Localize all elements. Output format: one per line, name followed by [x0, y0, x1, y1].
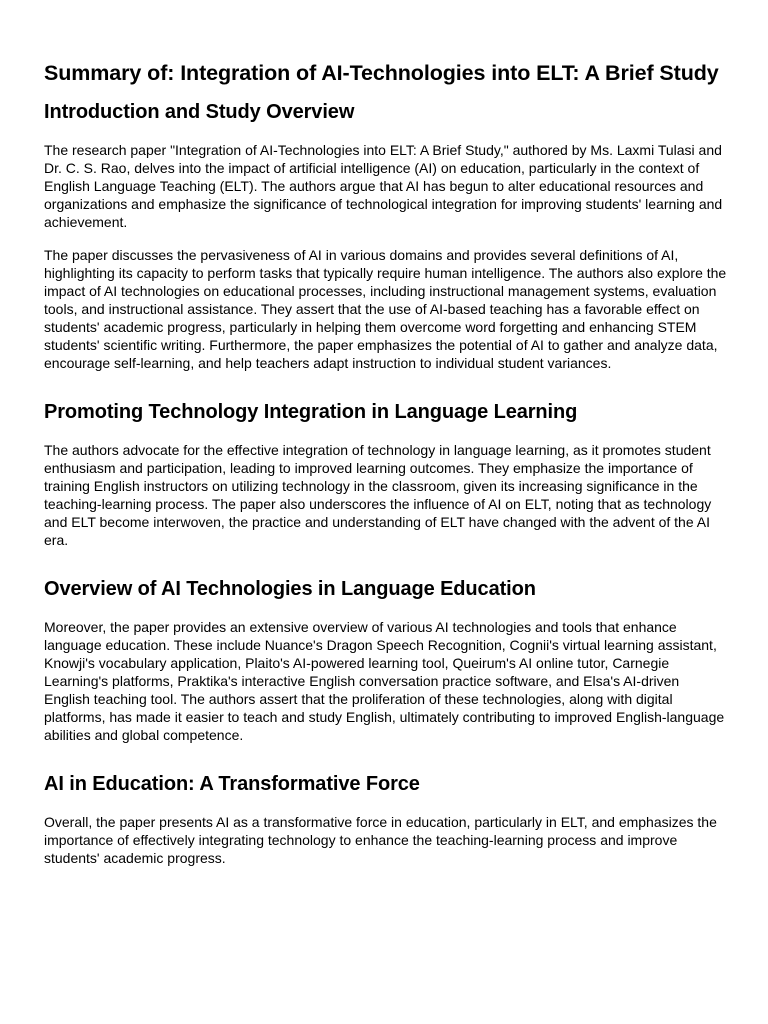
section-introduction	[44, 99, 728, 372]
section-heading: Overview of AI Technologies in Language Education	[44, 578, 536, 600]
section-ai-technologies-overview	[44, 576, 728, 744]
paragraph: The authors advocate for the effective integration of technology in language learning, as it promotes student enthusiasm and participation, leading to improved learning outcomes. They emphasize the importance of training English instructors on utilizing technology in the classroom, given its increasing significance in the teaching-learning process. The paper also underscores the influence of AI on ELT, noting that as technology and ELT become interwoven, the practice and understanding of ELT have changed with the advent of the AI era.	[44, 442, 712, 548]
section-heading: AI in Education: A Transformative Force	[44, 773, 420, 795]
paragraph: Overall, the paper presents AI as a transformative force in education, particularly in ELT, and emphasizes the importance of effectively integrating technology to enhance the teaching-learning process and improve students' academic progress.	[44, 814, 717, 866]
section-heading: Introduction and Study Overview	[44, 101, 355, 123]
section-heading: Promoting Technology Integration in Language Learning	[44, 401, 578, 423]
paragraph: The research paper "Integration of AI-Technologies into ELT: A Brief Study," authored by Ms. Laxmi Tulasi and Dr. C. S. Rao, delves into the impact of artificial intelligence (AI) on education, particularly in the context of English Language Teaching (ELT). The authors argue that AI has begun to alter educational resources and organizations and emphasize the significance of technological integration for improving students' learning and achievement.	[44, 142, 723, 230]
section-technology-integration	[44, 399, 728, 549]
document-page	[44, 60, 728, 882]
document-title: Summary of: Integration of AI-Technologies into ELT: A Brief Study	[44, 61, 719, 85]
section-transformative-force	[44, 771, 728, 867]
paragraph: Moreover, the paper provides an extensive overview of various AI technologies and tools that enhance language education. These include Nuance's Dragon Speech Recognition, Cognii's virtual learning assistant, Knowji's vocabulary application, Plaito's AI-powered learning tool, Queirum's AI online tutor, Carnegie Learning's platforms, Praktika's interactive English conversation practice software, and Elsa's AI-driven English teaching tool. The authors assert that the proliferation of these technologies, along with digital platforms, has made it easier to teach and study English, ultimately contributing to improved English-language abilities and global competence.	[44, 619, 725, 743]
paragraph: The paper discusses the pervasiveness of AI in various domains and provides several definitions of AI, highlighting its capacity to perform tasks that typically require human intelligence. The authors also explore the impact of AI technologies on educational processes, including instructional management systems, evaluation tools, and instructional assistance. They assert that the use of AI-based teaching has a favorable effect on students' academic progress, particularly in helping them overcome word forgetting and enhancing STEM students' scientific writing. Furthermore, the paper emphasizes the potential of AI to gather and analyze data, encourage self-learning, and help teachers adapt instruction to individual student variances.	[44, 247, 727, 371]
